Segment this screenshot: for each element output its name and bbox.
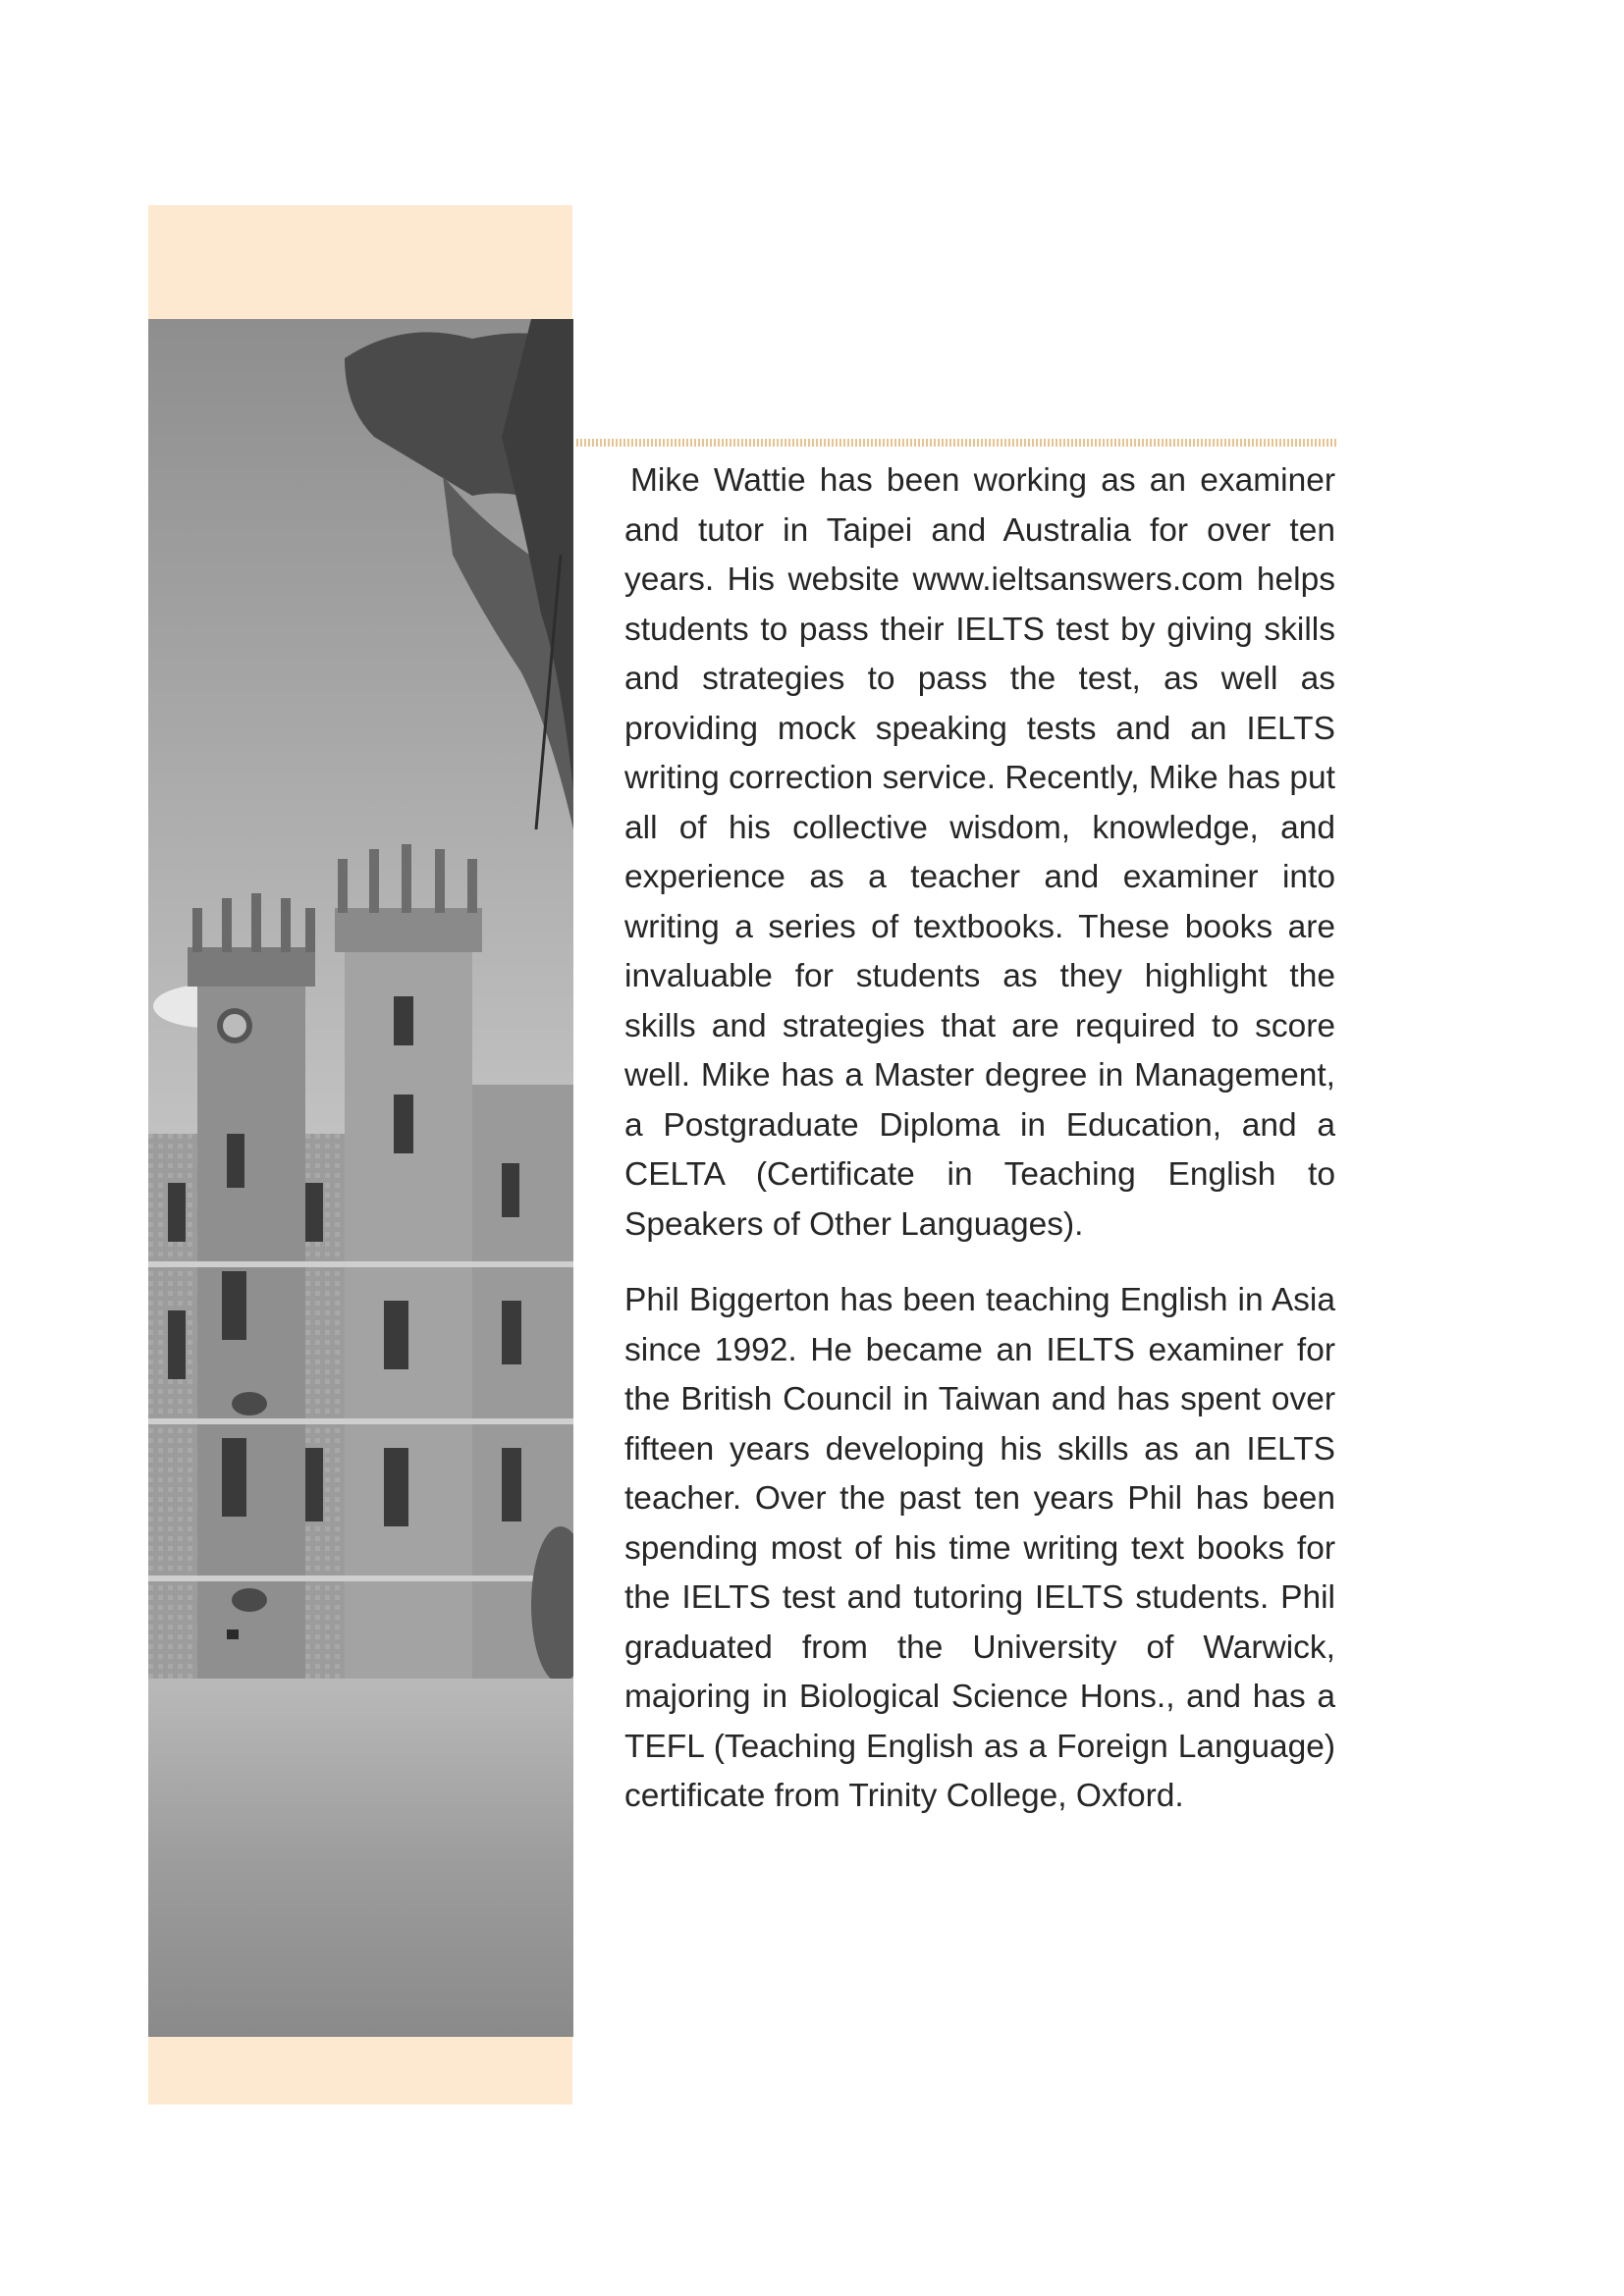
author-bios xyxy=(624,456,1335,1822)
castle-photo xyxy=(148,319,573,2037)
bio-phil-biggerton: Phil Biggerton has been teaching English in Asia since 1992. He became an IELTS examiner for the British Council in Taiwan and has spent over fifteen years developing his skills as an IELTS teacher. Over the past ten years Phil has been spending most of his time writing text books for the IELTS test and tutoring IELTS students. Phil graduated from the University of Warwick, majoring in Biological Science Hons., and has a TEFL (Teaching English as a Foreign Language) certificate from Trinity College, Oxford. xyxy=(624,1282,1335,1814)
bio-mike-wattie: Mike Wattie has been working as an examiner and tutor in Taipei and Australia for over ten years. His website www.ieltsanswers.com helps students to pass their IELTS test by giving skills and strategies to pass the test, as well as providing mock speaking tests and an IELTS writing correction service. Recently, Mike has put all of his collective wisdom, knowledge, and experience as a teacher and examiner into writing a series of textbooks. These books are invaluable for students as they highlight the skills and strategies that are required to score well. Mike has a Master degree in Management, a Postgraduate Diploma in Education, and a CELTA (Certificate in Teaching English to Speakers of Other Languages). xyxy=(624,462,1335,1243)
dotted-separator xyxy=(576,439,1336,447)
